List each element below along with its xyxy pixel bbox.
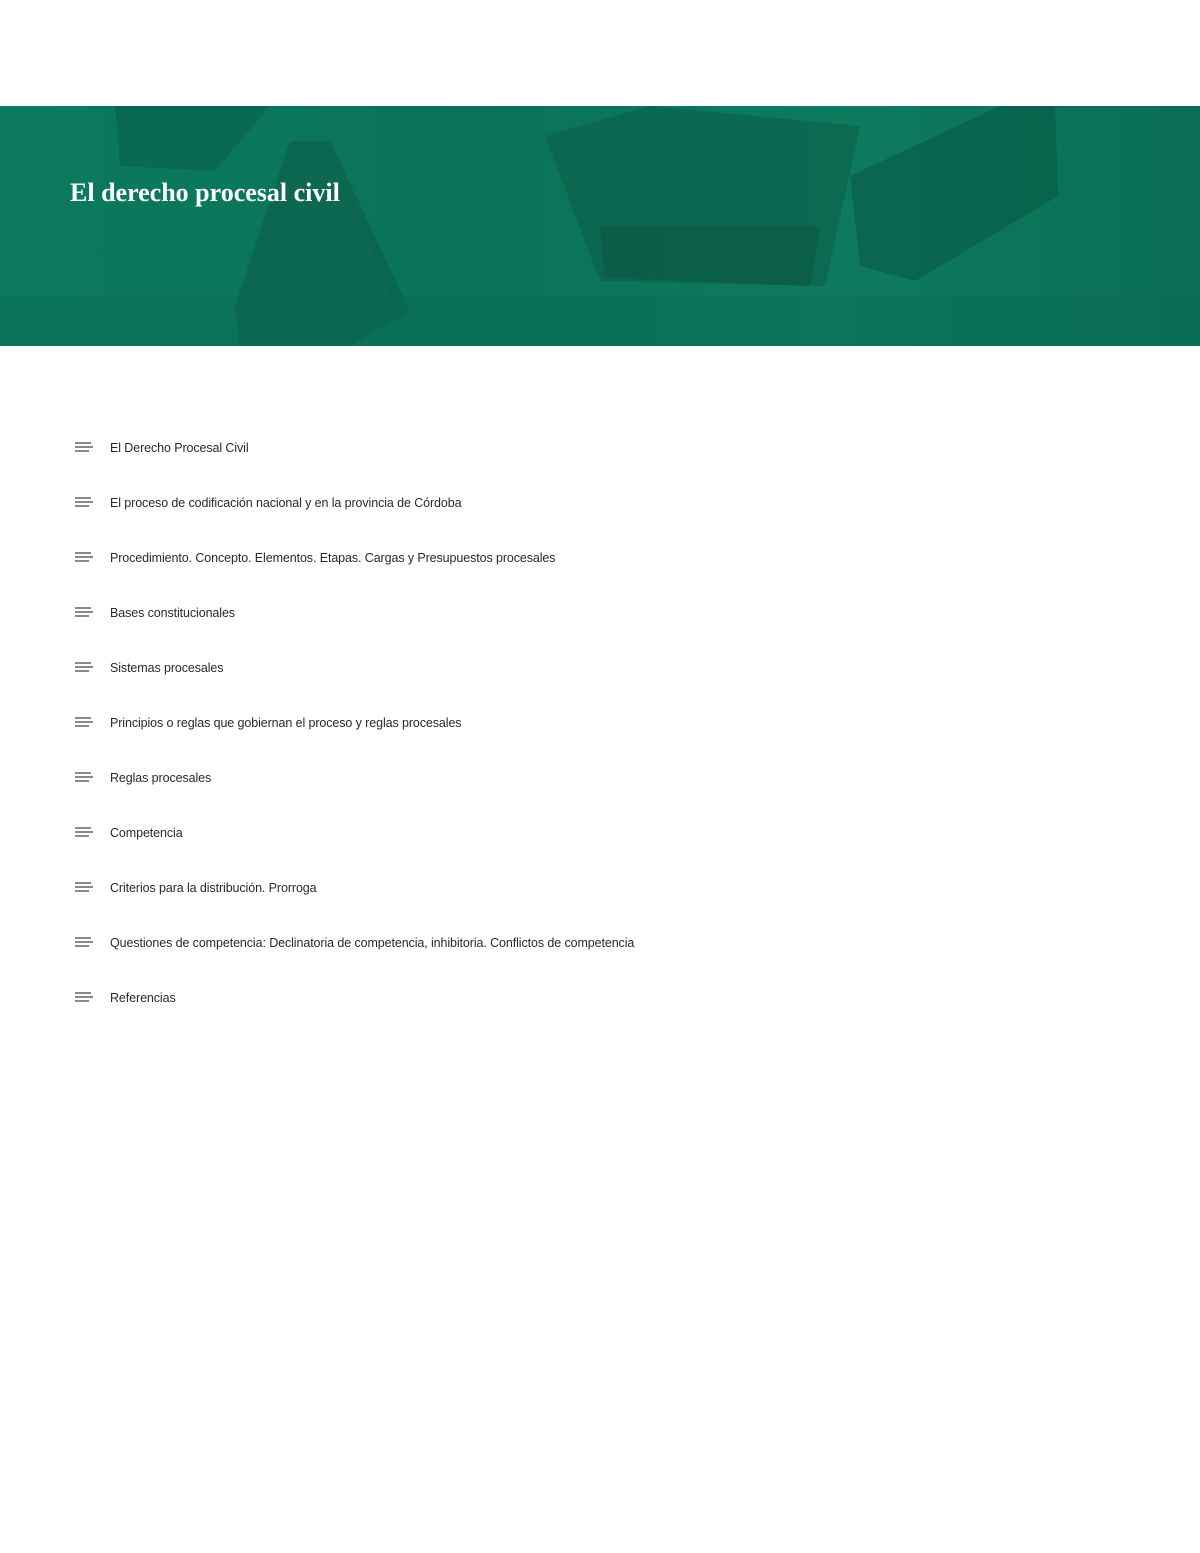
- toc-item[interactable]: [74, 530, 1124, 585]
- table-of-contents: [74, 420, 1124, 1025]
- toc-item-label: Reglas procesales: [110, 770, 212, 785]
- toc-item[interactable]: [74, 805, 1124, 860]
- text-lines-icon: [74, 881, 94, 895]
- toc-item[interactable]: [74, 420, 1124, 475]
- toc-item[interactable]: [74, 860, 1124, 915]
- toc-item-label: Referencias: [110, 990, 176, 1005]
- text-lines-icon: [74, 716, 94, 730]
- text-lines-icon: [74, 661, 94, 675]
- toc-item-label: Principios o reglas que gobiernan el proceso y reglas procesales: [110, 715, 462, 730]
- toc-item-label: Sistemas procesales: [110, 660, 224, 675]
- toc-item-label: Procedimiento. Concepto. Elementos. Etapas. Cargas y Presupuestos procesales: [110, 550, 556, 565]
- toc-item-label: Competencia: [110, 825, 183, 840]
- header-banner: [0, 106, 1200, 346]
- page-title: El derecho procesal civil: [70, 178, 340, 207]
- toc-item[interactable]: [74, 640, 1124, 695]
- text-lines-icon: [74, 826, 94, 840]
- toc-item[interactable]: [74, 750, 1124, 805]
- text-lines-icon: [74, 551, 94, 565]
- toc-item[interactable]: [74, 585, 1124, 640]
- toc-item[interactable]: [74, 475, 1124, 530]
- banner-background-image: [0, 106, 1200, 346]
- text-lines-icon: [74, 771, 94, 785]
- text-lines-icon: [74, 936, 94, 950]
- toc-item-label: Bases constitucionales: [110, 605, 235, 620]
- text-lines-icon: [74, 496, 94, 510]
- toc-item[interactable]: [74, 695, 1124, 750]
- toc-item-label: Questiones de competencia: Declinatoria de competencia, inhibitoria. Conflictos de competencia: [110, 935, 635, 950]
- text-lines-icon: [74, 441, 94, 455]
- text-lines-icon: [74, 606, 94, 620]
- text-lines-icon: [74, 991, 94, 1005]
- toc-item-label: Criterios para la distribución. Prorroga: [110, 880, 317, 895]
- toc-item-label: El Derecho Procesal Civil: [110, 440, 249, 455]
- toc-item[interactable]: [74, 970, 1124, 1025]
- toc-item[interactable]: [74, 915, 1124, 970]
- toc-item-label: El proceso de codificación nacional y en la provincia de Córdoba: [110, 495, 462, 510]
